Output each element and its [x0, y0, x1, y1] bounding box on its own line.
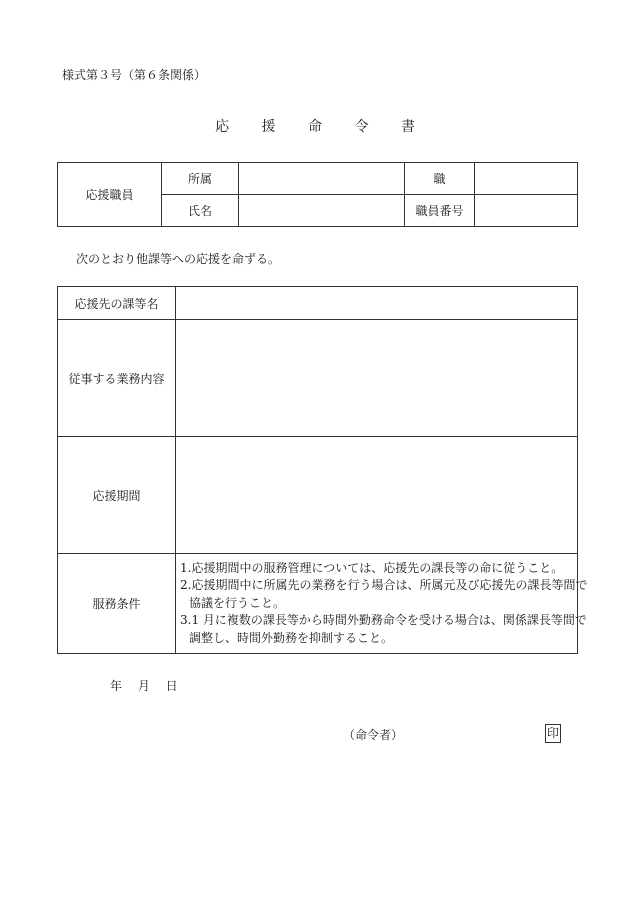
staff-info-table [57, 162, 578, 227]
affiliation-field[interactable] [239, 163, 405, 195]
form-number: 様式第３号（第６条関係） [62, 68, 207, 82]
position-field[interactable] [475, 163, 578, 195]
name-label: 氏名 [162, 195, 239, 227]
conditions-text [176, 554, 588, 654]
date-line: 年 月 日 [110, 679, 178, 693]
position-label: 職 [405, 163, 475, 195]
affiliation-label: 所属 [162, 163, 239, 195]
issuer-label: （命令者） [343, 728, 404, 742]
staff-group-label: 応援職員 [58, 163, 162, 227]
condition-3-cont: 調整し、時間外勤務を抑制すること。 [189, 630, 394, 645]
condition-2: 2.応援期間中に所属先の業務を行う場合は、所属元及び応援先の課長等間で [180, 578, 588, 593]
destination-field[interactable] [176, 287, 578, 320]
period-label: 応援期間 [58, 437, 176, 554]
staff-number-label: 職員番号 [405, 195, 475, 227]
duties-field[interactable] [176, 320, 578, 437]
destination-label: 応援先の課等名 [58, 287, 176, 320]
conditions-label: 服務条件 [58, 554, 176, 654]
assignment-details-table [57, 286, 588, 654]
staff-number-field[interactable] [475, 195, 578, 227]
condition-1: 1.応援期間中の服務管理については、応援先の課長等の命に従うこと。 [180, 560, 564, 575]
duties-label: 従事する業務内容 [58, 320, 176, 437]
period-field[interactable] [176, 437, 578, 554]
document-title: 応 援 命 令 書 [215, 119, 429, 135]
name-field[interactable] [239, 195, 405, 227]
intro-text: 次のとおり他課等への応援を命ずる。 [76, 252, 281, 266]
seal-mark: 印 [545, 724, 561, 743]
condition-3: 3.1 月に複数の課長等から時間外勤務命令を受ける場合は、関係課長等間で [180, 613, 587, 628]
condition-2-cont: 協議を行うこと。 [189, 595, 286, 610]
